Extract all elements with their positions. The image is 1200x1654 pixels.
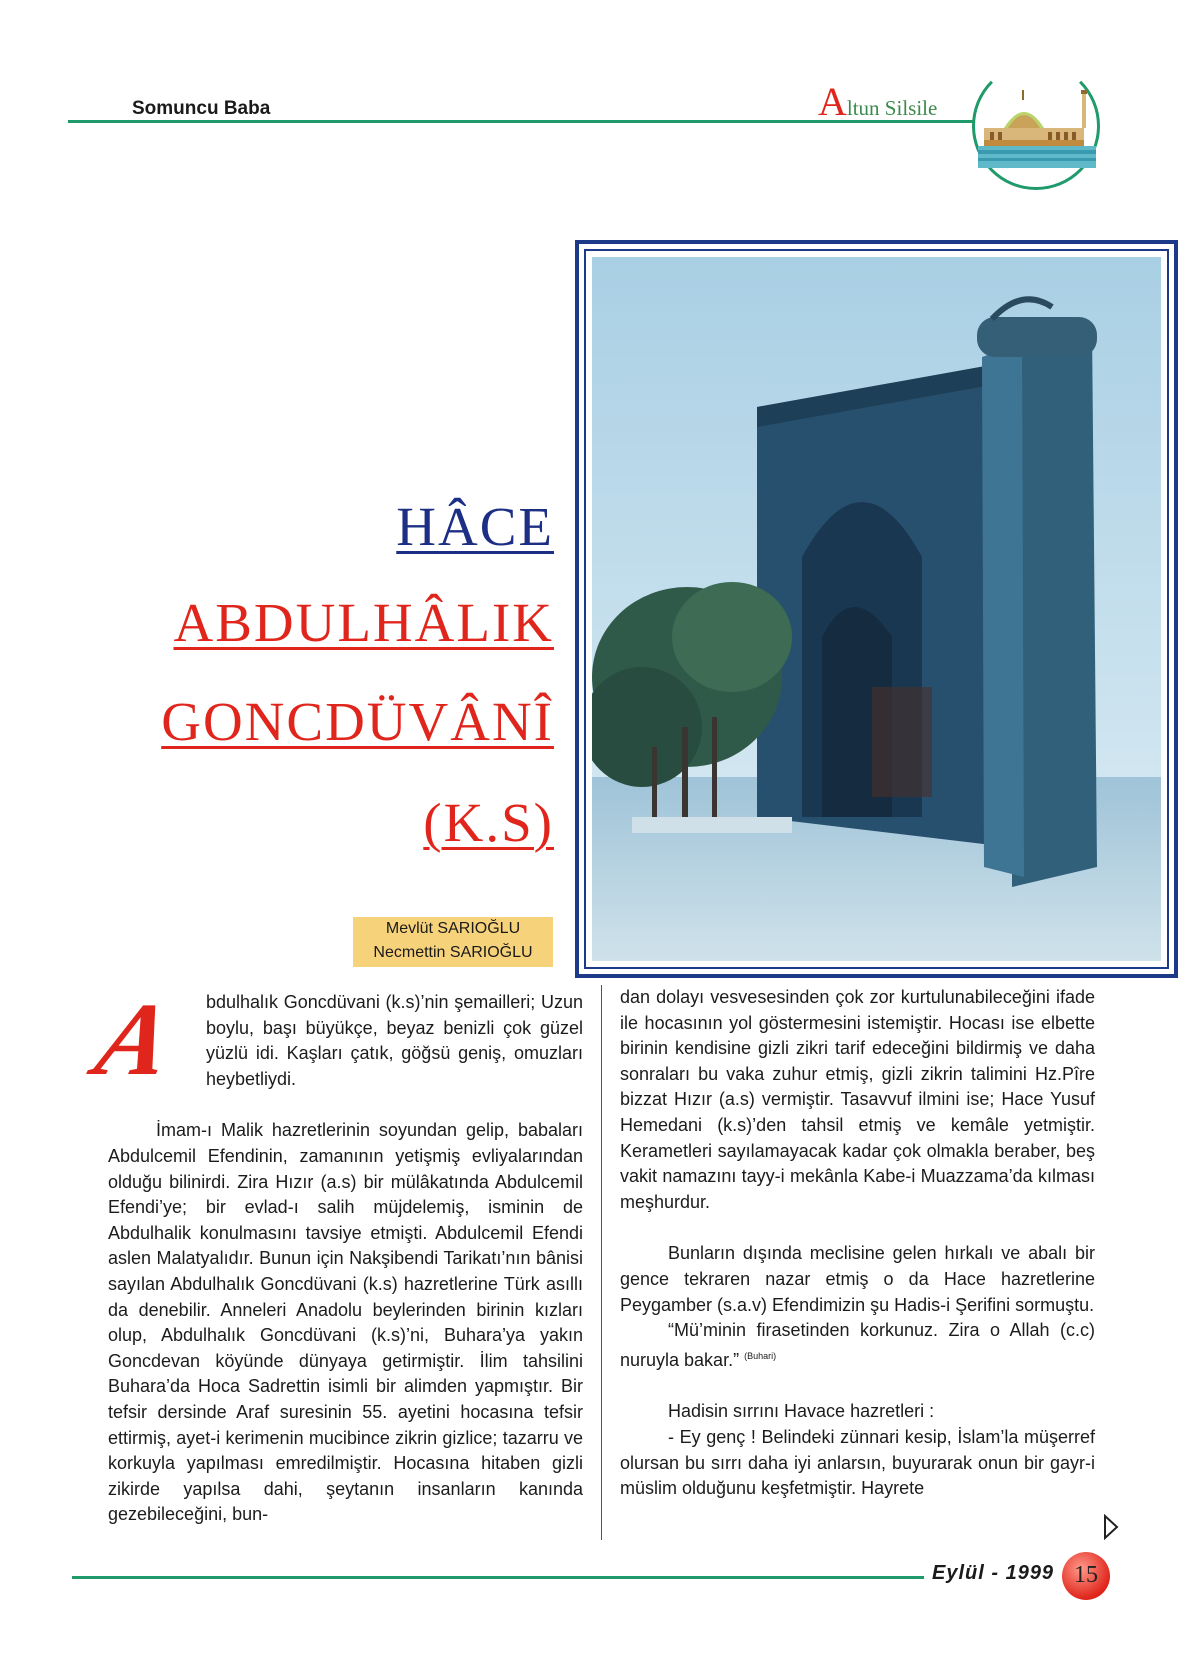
paragraph: İmam-ı Malik hazretlerinin soyundan gelip, babaları Abdulcemil Efendinin, zamanının yetişmiş evliyalarından olduğu bilinirdi. Zira Hızır (a.s) bir mülâkatında Abdulcemil Efendi’ye; bir evlad-ı salih müjdelemiş, isminin de Abdulhalik konulmasını tavsiye etmişti. Abdulcemil Efendi aslen Malatyalıdır. Bunun için Nakşibendi Tarikatı’nın bânisi sayılan Abdulhalık Goncdüvani (k.s) hazretlerine Türk asıllı da denebilir. Anneleri Anadolu beylerinden birinin kızları olup, Abdulhalık Goncdüvani (k.s)’ni, Buhara’ya yakın Goncdevan köyünde dünyaya getirmiştir. İlim tahsilini Buhara’da Hoca Sadrettin isimli bir alimden yapmıştır. Bir tefsir dersinde Araf suresinin 55. ayetini hocasına tefsir ettirmiş, ayet-i kerimenin mucibince zikrin gizlice; tazarru ve korkuyla yapılması emredilmiştir. Hocasına hitaben gizli zikirde yapılsa dahi, şeytanın insanların kanında gezebileceğini, bun- xyxy=(108,1120,583,1525)
title-line-3: GONCDÜVÂNÎ xyxy=(161,691,554,752)
drop-cap: A xyxy=(85,982,184,1097)
author-2: Necmettin SARIOĞLU xyxy=(373,944,533,961)
author-box xyxy=(353,917,553,967)
author-1: Mevlüt SARIOĞLU xyxy=(385,920,521,937)
magazine-name: Somuncu Baba xyxy=(132,98,271,119)
paragraph: dan dolayı vesvesesinden çok zor kurtulunabileceğini ifade ile hocasının yol göstermesini istemiştir. Hocası ise elbette birinin kendisine gizli zikri tarif edeceğini bildirmiş ve daha sonraları bu vaka zuhur etmiş, gizli zikrin talimini Hz.Pîre bizzat Hızır (a.s) vermiştir. Tasavvuf ilmini ise; Hace Yusuf Hemedani (k.s)’den tahsil etmiş ve kemâle yetmiştir. Kerametleri sayılamayacak kadar çok olmakla beraber, beş vakit namazını tayy-i mekânla Kabe-i Muazzama’da kılması meşhurdur. xyxy=(620,987,1095,1212)
paragraph: Bunların dışında meclisine gelen hırkalı ve abalı bir gence tekraren nazar etmiş o da Hace hazretlerine Peygamber (s.a.v) Efendimizin şu Hadis-i Şerifini sormuştu. xyxy=(620,1243,1095,1315)
mausoleum-photo xyxy=(592,257,1161,961)
text-column-2 xyxy=(620,985,1095,1502)
citation: (Buhari) xyxy=(744,1350,777,1361)
mosque-logo-icon xyxy=(978,88,1096,168)
section-rest: ltun Silsile xyxy=(846,96,938,120)
issue-date: Eylül - 1999 xyxy=(932,1562,1055,1584)
paragraph: bdulhalık Goncdüvani (k.s)’nin şemailleri; Uzun boylu, başı büyükçe, beyaz benizli çok güzel yüzlü idi. Kaşları çatık, göğsü geniş, omuzları heybetliydi. xyxy=(206,992,583,1089)
section-title xyxy=(818,79,938,124)
text-column-1 xyxy=(108,990,583,1528)
title-line-4: (K.S) xyxy=(423,792,554,853)
page-number: 15 xyxy=(1062,1552,1110,1600)
title-line-2: ABDULHÂLIK xyxy=(173,592,554,653)
section-initial: A xyxy=(818,79,847,124)
title-line-1: HÂCE xyxy=(396,496,554,557)
footer-rule xyxy=(72,1576,924,1579)
quote-paragraph xyxy=(620,1318,1095,1373)
column-divider xyxy=(601,985,602,1540)
hadith-quote: “Mü’minin firasetinden korkunuz. Zira o Allah (c.c) nuruyla bakar.” xyxy=(620,1320,1095,1370)
paragraph: Hadisin sırrını Havace hazretleri : xyxy=(668,1401,935,1422)
paragraph: - Ey genç ! Belindeki zünnari kesip, İslam’la müşerref olursan bu sırrı daha iyi anlarsın, buyurarak onun bir gayr-i müslim olduğunu keşfetmiştir. Hayrete xyxy=(620,1426,1095,1499)
next-page-arrow-icon xyxy=(1103,1514,1119,1540)
